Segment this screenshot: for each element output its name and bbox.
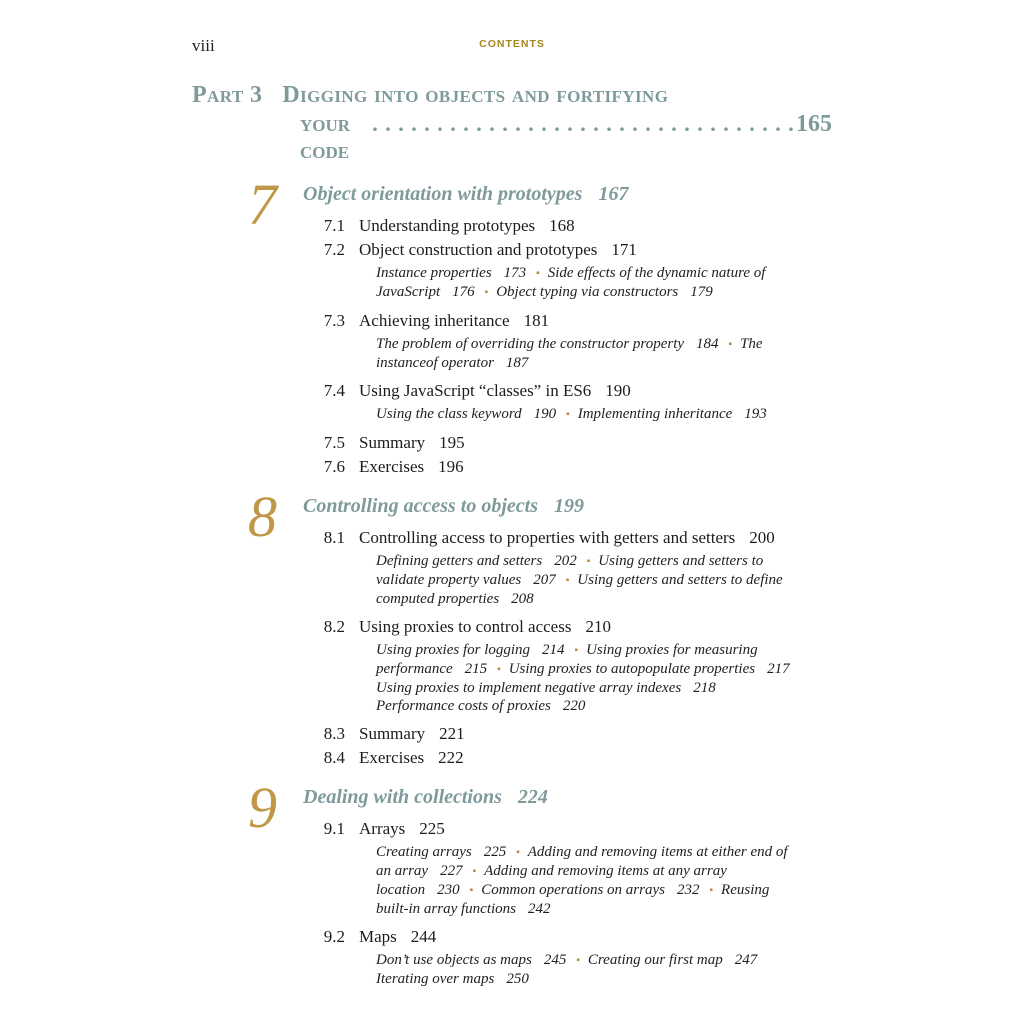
subsection-entry: The problem of overriding the constructor property — [376, 336, 685, 352]
subsection-line — [376, 843, 832, 862]
subsection-line — [376, 862, 832, 881]
subsection-line — [376, 881, 832, 900]
subsection-line — [376, 590, 832, 608]
subsection-page-number: 217 — [767, 661, 790, 677]
subsection-line — [376, 900, 832, 918]
bullet-icon: ▪ — [469, 885, 474, 896]
part-title-line-1 — [192, 82, 832, 109]
subsection-line — [376, 679, 832, 697]
subsection-line — [376, 571, 832, 590]
section-body — [359, 615, 832, 722]
subsection-entry: location — [376, 882, 426, 898]
chapter-page-number: 167 — [598, 183, 629, 205]
section-title: Exercises — [359, 457, 425, 476]
bullet-icon: ▪ — [516, 847, 520, 858]
subsection-page-number: 184 — [696, 336, 719, 352]
subsection-page-number: 176 — [452, 284, 475, 300]
section-page-number: 181 — [523, 311, 550, 330]
section-title-line — [359, 746, 832, 770]
part-title-continued: your code — [300, 111, 351, 164]
bullet-icon: ▪ — [536, 268, 540, 279]
section-page-number: 190 — [605, 381, 631, 400]
section-page-number: 221 — [439, 724, 465, 743]
section-number: 7.5 — [323, 433, 345, 452]
section-body — [359, 722, 832, 746]
part-label: Part 3 — [192, 82, 263, 108]
subsection-line — [376, 970, 832, 988]
chapter-title: Dealing with collections — [303, 786, 502, 808]
subsection-entry: Implementing inheritance — [577, 406, 733, 422]
subsection-line — [376, 641, 832, 660]
part-title-line-2 — [300, 110, 832, 165]
subsection-entry: Using proxies to implement negative array indexes — [376, 680, 682, 696]
subsection-entry: Using the class keyword — [376, 406, 522, 422]
section-number: 9.2 — [323, 927, 345, 946]
subsection-entry: The — [740, 336, 763, 352]
subsection-block — [376, 951, 832, 988]
subsection-page-number: 250 — [506, 971, 529, 987]
chapter-heading — [303, 493, 832, 519]
section-title: Achieving inheritance — [359, 311, 510, 330]
section-body — [359, 925, 832, 995]
chapter-page-number: 199 — [554, 495, 584, 517]
section-page-number: 225 — [419, 819, 445, 838]
subsection-line — [376, 405, 832, 424]
chapter-block — [192, 775, 832, 995]
section-row — [315, 746, 832, 770]
chapter-number: 7 — [248, 172, 277, 237]
subsection-entry: Don’t use objects as maps — [376, 952, 532, 968]
subsection-page-number: 227 — [440, 863, 463, 879]
subsection-block — [376, 641, 832, 715]
subsection-page-number: 179 — [690, 284, 713, 300]
section-number: 8.2 — [323, 617, 345, 636]
subsection-entry: computed properties — [376, 591, 500, 607]
subsection-page-number: 245 — [543, 952, 567, 968]
section-row — [315, 379, 832, 431]
section-title-line — [359, 722, 832, 746]
subsection-line — [376, 264, 832, 283]
subsection-entry: JavaScript — [376, 284, 441, 300]
section-title: Summary — [359, 433, 426, 452]
chapter-number: 9 — [248, 775, 277, 840]
subsection-block — [376, 405, 832, 424]
subsection-page-number: 207 — [533, 572, 556, 588]
section-number: 7.4 — [323, 381, 345, 400]
section-row — [315, 238, 832, 309]
section-title-line — [359, 309, 832, 333]
subsection-page-number: 218 — [693, 680, 716, 696]
section-title: Controlling access to properties with getters and setters — [359, 528, 736, 547]
subsection-entry: performance — [376, 661, 453, 677]
part-page-number: 165 — [796, 111, 832, 137]
chapter-heading — [303, 784, 832, 810]
section-row — [315, 431, 832, 455]
section-body — [359, 238, 832, 309]
section-title: Exercises — [359, 748, 425, 767]
section-body — [359, 526, 832, 615]
subsection-block — [376, 552, 832, 608]
section-row — [315, 526, 832, 615]
section-number: 7.3 — [323, 311, 345, 330]
dot-leader — [372, 110, 794, 138]
section-title: Maps — [359, 927, 397, 946]
section-row — [315, 615, 832, 722]
subsection-entry: Using proxies for logging — [376, 642, 531, 658]
section-title-line — [359, 431, 832, 455]
subsection-entry: built-in array functions — [376, 901, 516, 917]
section-row — [315, 455, 832, 479]
subsection-line — [376, 335, 832, 354]
section-row — [315, 309, 832, 379]
content-column — [192, 0, 832, 995]
chapter-page-number: 224 — [517, 786, 548, 808]
bullet-icon: ▪ — [709, 885, 714, 896]
subsection-block — [376, 335, 832, 372]
running-head: CONTENTS — [479, 38, 545, 50]
chapter-block — [192, 172, 832, 479]
subsection-page-number: 225 — [483, 844, 507, 860]
section-title-line — [359, 817, 832, 841]
section-title: Using proxies to control access — [359, 617, 572, 636]
subsection-entry: Using getters and setters to — [598, 553, 764, 569]
section-number: 7.6 — [323, 457, 345, 476]
subsection-page-number: 230 — [437, 882, 460, 898]
section-page-number: 171 — [611, 240, 637, 259]
subsection-entry: Instance properties — [376, 265, 492, 281]
subsection-page-number: 242 — [528, 901, 551, 917]
subsection-entry: Defining getters and setters — [376, 553, 543, 569]
section-title-line — [359, 379, 832, 403]
subsection-entry: Using proxies for measuring — [586, 642, 758, 658]
toc — [192, 172, 832, 995]
bullet-icon: ▪ — [472, 866, 477, 877]
subsection-line — [376, 660, 832, 679]
subsection-entry: Adding and removing items at any array — [484, 863, 727, 879]
bullet-icon: ▪ — [574, 645, 579, 656]
section-number: 7.1 — [323, 216, 345, 235]
subsection-entry: Creating our first map — [587, 952, 723, 968]
section-page-number: 200 — [749, 528, 775, 547]
section-number: 9.1 — [323, 819, 345, 838]
chapter-block — [192, 484, 832, 770]
subsection-line — [376, 951, 832, 970]
section-row — [315, 722, 832, 746]
section-title: Using JavaScript “classes” in ES6 — [359, 381, 592, 400]
bullet-icon: ▪ — [576, 955, 580, 966]
section-number: 8.3 — [323, 724, 345, 743]
section-number: 7.2 — [323, 240, 345, 259]
subsection-page-number: 173 — [503, 265, 527, 281]
section-title-line — [359, 238, 832, 262]
subsection-entry: Side effects of the dynamic nature of — [547, 265, 766, 281]
subsection-entry: Object typing via constructors — [496, 284, 679, 300]
subsection-line — [376, 552, 832, 571]
bullet-icon: ▪ — [728, 339, 733, 350]
subsection-line — [376, 697, 832, 715]
subsection-page-number: 247 — [734, 952, 758, 968]
subsection-line — [376, 354, 832, 372]
bullet-icon: ▪ — [484, 287, 489, 298]
subsection-block — [376, 264, 832, 302]
section-row — [315, 817, 832, 925]
section-title: Object construction and prototypes — [359, 240, 598, 259]
section-title: Summary — [359, 724, 426, 743]
section-body — [359, 309, 832, 379]
page-folio: viii — [192, 36, 215, 55]
section-page-number: 210 — [585, 617, 611, 636]
subsection-entry: Creating arrays — [376, 844, 472, 860]
subsection-entry: Common operations on arrays — [481, 882, 665, 898]
section-title-line — [359, 455, 832, 479]
section-page-number: 222 — [438, 748, 464, 767]
subsection-line — [376, 283, 832, 302]
bullet-icon: ▪ — [586, 556, 591, 567]
chapter-title: Object orientation with prototypes — [303, 183, 583, 205]
section-page-number: 168 — [549, 216, 575, 235]
section-body — [359, 431, 832, 455]
subsection-page-number: 232 — [676, 882, 700, 898]
subsection-page-number: 193 — [744, 406, 767, 422]
part-heading — [192, 82, 832, 165]
subsection-page-number: 187 — [505, 355, 529, 371]
subsection-entry: instanceof operator — [376, 355, 494, 371]
subsection-page-number: 190 — [533, 406, 557, 422]
chapter-heading — [303, 181, 832, 207]
page-header — [192, 36, 832, 54]
bullet-icon: ▪ — [497, 664, 501, 675]
chapter-number: 8 — [248, 484, 277, 549]
section-number: 8.1 — [323, 528, 345, 547]
section-title-line — [359, 526, 832, 550]
section-title-line — [359, 925, 832, 949]
subsection-page-number: 202 — [554, 553, 577, 569]
section-title-line — [359, 615, 832, 639]
section-body — [359, 746, 832, 770]
section-page-number: 196 — [438, 457, 464, 476]
section-title: Understanding prototypes — [359, 216, 536, 235]
section-row — [315, 214, 832, 238]
section-number: 8.4 — [323, 748, 345, 767]
section-body — [359, 214, 832, 238]
subsection-entry: Reusing — [721, 882, 770, 898]
subsection-entry: validate property values — [376, 572, 522, 588]
subsection-entry: Performance costs of proxies — [376, 698, 551, 714]
subsection-entry: Adding and removing items at either end of — [527, 844, 788, 860]
subsection-entry: an array — [376, 863, 429, 879]
section-title: Arrays — [359, 819, 406, 838]
chapter-title: Controlling access to objects — [303, 495, 538, 517]
bullet-icon: ▪ — [565, 575, 570, 586]
subsection-page-number: 214 — [542, 642, 565, 658]
section-body — [359, 455, 832, 479]
subsection-entry: Using proxies to autopopulate properties — [508, 661, 756, 677]
section-title-line — [359, 214, 832, 238]
section-page-number: 195 — [439, 433, 465, 452]
subsection-entry: Iterating over maps — [376, 971, 495, 987]
section-row — [315, 925, 832, 995]
subsection-entry: Using getters and setters to define — [577, 572, 783, 588]
subsection-page-number: 220 — [562, 698, 586, 714]
subsection-page-number: 215 — [464, 661, 488, 677]
part-title: Digging into objects and fortifying — [282, 82, 669, 108]
subsection-page-number: 208 — [511, 591, 534, 607]
bullet-icon: ▪ — [566, 409, 570, 420]
section-body — [359, 379, 832, 431]
section-body — [359, 817, 832, 925]
section-page-number: 244 — [410, 927, 437, 946]
subsection-block — [376, 843, 832, 918]
